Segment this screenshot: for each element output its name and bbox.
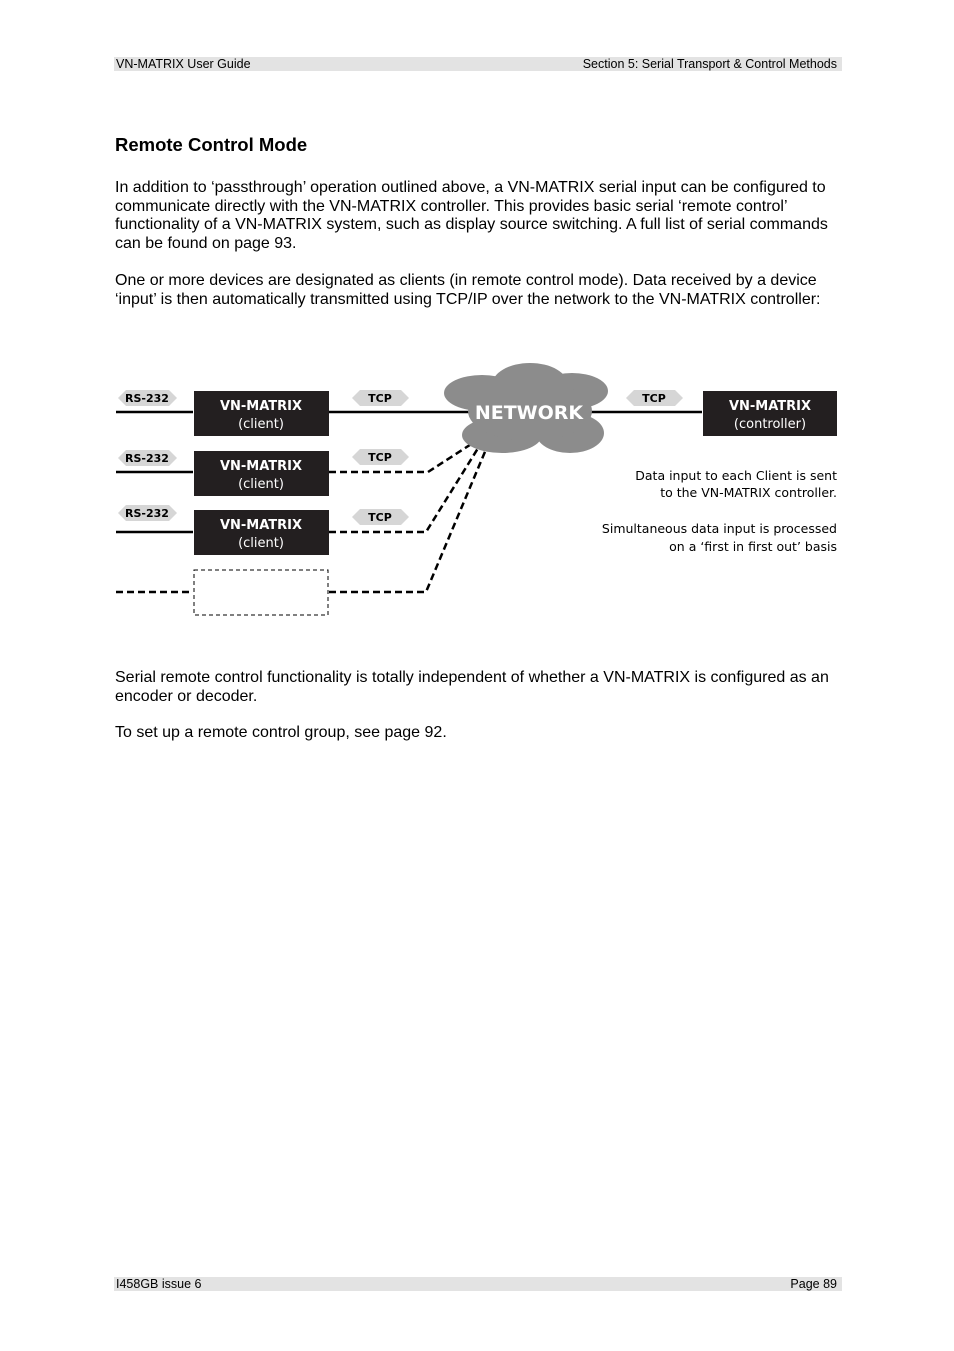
placeholder-client-box xyxy=(194,570,328,615)
paragraph-setup: To set up a remote control group, see page 92. xyxy=(115,724,447,741)
client-sub-2: (client) xyxy=(238,477,284,492)
rs232-label-3: RS-232 xyxy=(125,507,169,520)
page-footer xyxy=(114,1277,842,1291)
tcp-badge-1 xyxy=(352,390,409,406)
note2-line1: Simultaneous data input is processed xyxy=(601,521,837,536)
note1-line2: to the VN-MATRIX controller. xyxy=(660,485,837,500)
client-box-1 xyxy=(194,391,329,436)
footer-page-number: Page 89 xyxy=(790,1277,837,1291)
tcp-label-3: TCP xyxy=(368,511,392,524)
note2-line2: on a ‘first in first out’ basis xyxy=(669,539,837,554)
rs232-label-2: RS-232 xyxy=(125,452,169,465)
tcp-badge-2 xyxy=(352,449,409,465)
header-section-title: Section 5: Serial Transport & Control Methods xyxy=(582,57,837,71)
client-sub-3: (client) xyxy=(238,536,284,551)
client-title-3: VN-MATRIX xyxy=(219,518,303,533)
page-header xyxy=(114,57,842,71)
network-label: NETWORK xyxy=(474,402,584,424)
client-title-1: VN-MATRIX xyxy=(219,399,303,414)
rs232-badge-2 xyxy=(118,450,177,466)
tcp-label-1: TCP xyxy=(368,392,392,405)
header-doc-title: VN-MATRIX User Guide xyxy=(116,57,251,71)
section-heading: Remote Control Mode xyxy=(115,134,308,155)
client-sub-1: (client) xyxy=(238,417,284,432)
rs232-label-1: RS-232 xyxy=(125,392,169,405)
rs232-badge-1 xyxy=(118,390,177,406)
client-title-2: VN-MATRIX xyxy=(219,459,303,474)
controller-box xyxy=(703,391,837,436)
paragraph-intro: In addition to ‘passthrough’ operation outlined above, a VN-MATRIX serial input can be configured to communicate directly with the VN-MATRIX controller. This provides basic serial ‘remote control’ functionality of a VN-MATRIX system, such as display source switching. A full list of serial commands can be found on page 93. xyxy=(115,179,828,252)
tcp-line-4 xyxy=(329,447,487,592)
remote-control-diagram xyxy=(110,355,845,620)
rs232-badge-3 xyxy=(118,505,177,521)
paragraph-clients: One or more devices are designated as clients (in remote control mode). Data received by a device ‘input’ is then automatically transmitted using TCP/IP over the network to the VN-MATRIX controller: xyxy=(115,272,821,308)
tcp-badge-3 xyxy=(352,509,409,525)
footer-issue: I458GB issue 6 xyxy=(116,1277,202,1291)
tcp-label-controller: TCP xyxy=(642,392,666,405)
client-box-3 xyxy=(194,510,329,555)
paragraph-independence: Serial remote control functionality is totally independent of whether a VN-MATRIX is configured as an encoder or decoder. xyxy=(115,669,829,705)
controller-title: VN-MATRIX xyxy=(728,399,812,414)
tcp-label-2: TCP xyxy=(368,451,392,464)
client-box-2 xyxy=(194,451,329,496)
tcp-badge-controller xyxy=(626,390,683,406)
note1-line1: Data input to each Client is sent xyxy=(635,468,837,483)
controller-sub: (controller) xyxy=(733,417,807,432)
